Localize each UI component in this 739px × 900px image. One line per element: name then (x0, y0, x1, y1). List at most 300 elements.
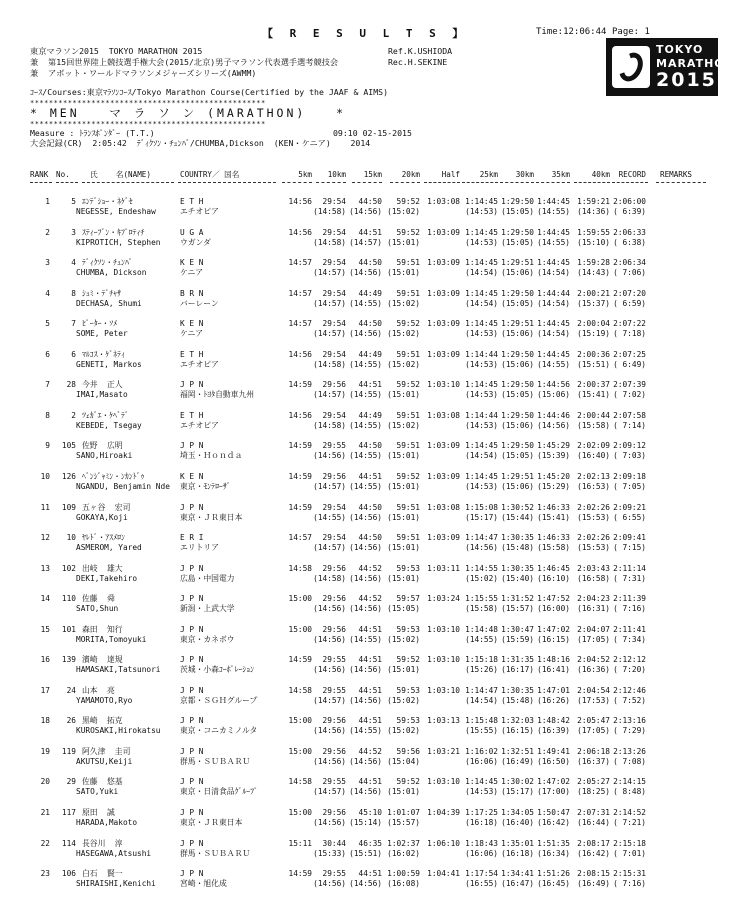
lap-30km: (15:06) (501, 420, 534, 430)
lap-10km: (14:56) (313, 879, 346, 889)
rank: 2 (45, 227, 50, 237)
finish-record: 2:07:58 (613, 410, 646, 420)
stars-top: ************************************************** (30, 99, 266, 107)
country-code: J P N (180, 746, 204, 756)
split-half: 1:03:10 (427, 685, 460, 695)
rank: 21 (40, 808, 50, 817)
lap-20km: (15:01) (387, 787, 420, 797)
lap-40km: (16:44) (577, 818, 610, 827)
lap-finish: ( 7:29) (613, 726, 646, 736)
split-40km: 2:00:44 (577, 410, 610, 420)
split-25km: 1:14:55 (465, 563, 498, 573)
lap-30km: (15:06) (501, 329, 534, 339)
lap-30km: (15:05) (501, 390, 534, 400)
lap-15km: (14:55) (349, 390, 382, 400)
split-5km: 14:58 (288, 777, 312, 787)
rank: 8 (45, 410, 50, 420)
lap-10km: (14:56) (313, 604, 346, 614)
bib-number: 110 (61, 594, 76, 604)
table-row (0, 198, 739, 228)
lap-20km: (15:02) (387, 298, 420, 308)
split-10km: 29:56 (322, 808, 346, 817)
country-name: 群馬・ＳＵＢＡＲＵ (180, 848, 251, 858)
lap-35km: (14:56) (537, 420, 570, 430)
rank: 16 (40, 655, 50, 665)
split-10km: 29:55 (322, 869, 346, 879)
split-40km: 2:03:43 (577, 563, 610, 573)
lap-20km: (15:02) (387, 634, 420, 644)
athlete-name-en: GENETI, Markos (76, 359, 142, 369)
table-row (0, 534, 739, 564)
lap-35km: (14:54) (537, 329, 570, 339)
lap-35km: (14:55) (537, 207, 570, 216)
country-name: エチオピア (180, 420, 219, 430)
col-half: Half (441, 170, 460, 179)
table-row (0, 870, 739, 900)
country-code: K E N (180, 319, 204, 329)
split-20km: 59:53 (396, 685, 420, 695)
split-10km: 29:56 (322, 594, 346, 604)
lap-finish: ( 7:03) (613, 451, 646, 461)
athlete-name-en: KUROSAKI,Hirokatsu (76, 726, 161, 736)
country-name: 群馬・ＳＵＢＡＲＵ (180, 756, 251, 766)
col-rank: RANK (30, 170, 49, 179)
table-row (0, 259, 739, 289)
lap-finish: ( 7:21) (613, 818, 646, 827)
lap-25km: (14:54) (465, 695, 498, 705)
lap-25km: (16:06) (465, 756, 498, 766)
split-10km: 29:54 (322, 410, 346, 420)
split-15km: 44:50 (358, 319, 382, 329)
athlete-name-jp: ﾔﾚﾄﾞ・ｱｽﾒﾛﾝ (82, 533, 125, 543)
split-25km: 1:15:08 (465, 502, 498, 512)
col-25km: 25km (479, 170, 498, 179)
lap-finish: ( 7:16) (613, 879, 646, 889)
event-name: * MEN マ ラ ソ ン (MARATHON) * (30, 106, 347, 120)
split-30km: 1:31:35 (501, 655, 534, 665)
table-row (0, 809, 739, 839)
split-20km: 1:02:37 (387, 838, 420, 848)
table-row (0, 840, 739, 870)
athlete-name-en: HASEGAWA,Atsushi (76, 848, 152, 858)
lap-20km: (15:05) (387, 604, 420, 614)
country-code: J P N (180, 441, 204, 451)
rank: 12 (40, 533, 50, 543)
split-half: 1:03:09 (427, 441, 460, 451)
split-30km: 1:29:50 (501, 441, 534, 451)
split-half: 1:03:08 (427, 410, 460, 420)
athlete-name-jp: ｼｭﾐ・ﾃﾞﾁｬｻ (82, 288, 121, 298)
athlete-name-en: CHUMBA, Dickson (76, 268, 147, 278)
lap-10km: (14:56) (313, 665, 346, 675)
split-30km: 1:32:03 (501, 716, 534, 726)
country-name: 福岡・ﾄﾖﾀ自動車九州 (180, 390, 255, 400)
finish-record: 2:11:41 (613, 624, 646, 634)
table-row (0, 320, 739, 350)
athlete-name-en: SHIRAISHI,Kenichi (76, 879, 156, 889)
athlete-name-jp: 出岐 雄大 (82, 563, 123, 573)
finish-record: 2:12:46 (613, 685, 646, 695)
country-name: 宮崎・旭化成 (180, 879, 227, 889)
split-35km: 1:47:02 (537, 624, 570, 634)
athlete-name-en: YAMAMOTO,Ryo (76, 695, 133, 705)
lap-25km: (14:54) (465, 268, 498, 278)
split-20km: 59:52 (396, 319, 420, 329)
lap-40km: (16:36) (577, 665, 610, 675)
split-5km: 14:56 (288, 227, 312, 237)
lap-finish: ( 6:49) (613, 359, 646, 369)
split-half: 1:03:08 (427, 197, 460, 206)
table-row (0, 748, 739, 778)
split-35km: 1:46:45 (537, 563, 570, 573)
lap-15km: (15:51) (349, 848, 382, 858)
table-row (0, 381, 739, 411)
lap-40km: (14:43) (577, 268, 610, 278)
rank: 7 (45, 380, 50, 390)
split-half: 1:03:09 (427, 258, 460, 268)
country-code: J P N (180, 502, 204, 512)
split-40km: 2:02:26 (577, 533, 610, 543)
lap-15km: (14:56) (349, 787, 382, 797)
table-row (0, 229, 739, 259)
col-5km: 5km (298, 170, 312, 179)
lap-40km: (16:42) (577, 848, 610, 858)
lap-30km: (15:06) (501, 359, 534, 369)
lap-10km: (14:58) (313, 359, 346, 369)
split-10km: 29:56 (322, 563, 346, 573)
lap-finish: ( 8:48) (613, 787, 646, 797)
split-20km: 59:57 (396, 594, 420, 604)
lap-40km: (15:58) (577, 420, 610, 430)
lap-25km: (16:55) (465, 879, 498, 889)
split-40km: 2:00:04 (577, 319, 610, 329)
split-5km: 15:00 (288, 716, 312, 726)
athlete-name-jp: 山本 亮 (82, 685, 115, 695)
country-name: エチオピア (180, 207, 219, 216)
split-15km: 46:35 (358, 838, 382, 848)
split-35km: 1:46:33 (537, 502, 570, 512)
lap-15km: (14:56) (349, 756, 382, 766)
split-20km: 1:01:07 (387, 808, 420, 817)
finish-record: 2:15:18 (613, 838, 646, 848)
table-row (0, 626, 739, 656)
finish-record: 2:09:18 (613, 471, 646, 481)
split-20km: 59:51 (396, 533, 420, 543)
rank: 10 (40, 471, 50, 481)
split-20km: 59:52 (396, 777, 420, 787)
split-half: 1:03:09 (427, 471, 460, 481)
country-code: E T H (180, 349, 204, 359)
split-30km: 1:34:41 (501, 869, 534, 879)
rank: 9 (45, 441, 50, 451)
athlete-name-jp: 森田 知行 (82, 624, 123, 634)
lap-25km: (15:58) (465, 604, 498, 614)
event-line-1: 東京マラソン2015 TOKYO MARATHON 2015 (30, 46, 203, 56)
athlete-name-jp: 白石 賢一 (82, 869, 123, 879)
split-35km: 1:45:29 (537, 441, 570, 451)
lap-35km: (14:55) (537, 237, 570, 247)
split-half: 1:03:09 (427, 227, 460, 237)
country-name: 東京・コニカミノルタ (180, 726, 258, 736)
table-row (0, 351, 739, 381)
lap-20km: (15:01) (387, 543, 420, 553)
split-30km: 1:31:52 (501, 594, 534, 604)
lap-finish: ( 7:18) (613, 329, 646, 339)
split-15km: 44:50 (358, 441, 382, 451)
athlete-name-jp: ﾃﾞｨｸｿﾝ・ﾁｭﾝﾊﾞ (82, 258, 133, 268)
event-line-3: 兼 アボット・ワールドマラソンメジャーズシリーズ(AWMM) (30, 68, 257, 78)
country-name: 東京・ＪＲ東日本 (180, 818, 243, 827)
lap-30km: (15:05) (501, 207, 534, 216)
header-rule (656, 182, 706, 183)
split-15km: 44:50 (358, 197, 382, 206)
split-10km: 30:44 (322, 838, 346, 848)
split-half: 1:03:10 (427, 380, 460, 390)
lap-30km: (15:06) (501, 268, 534, 278)
split-15km: 44:49 (358, 410, 382, 420)
rank: 4 (45, 288, 50, 298)
finish-record: 2:11:39 (613, 594, 646, 604)
split-30km: 1:29:51 (501, 319, 534, 329)
split-20km: 59:52 (396, 227, 420, 237)
split-35km: 1:48:42 (537, 716, 570, 726)
lap-25km: (14:53) (465, 787, 498, 797)
lap-15km: (14:56) (349, 268, 382, 278)
lap-finish: ( 7:06) (613, 268, 646, 278)
finish-record: 2:14:52 (613, 808, 646, 817)
athlete-name-jp: 佐野 広明 (82, 441, 123, 451)
page-number: Page: 1 (612, 27, 650, 37)
lap-25km: (15:55) (465, 726, 498, 736)
split-10km: 29:55 (322, 777, 346, 787)
split-30km: 1:34:05 (501, 808, 534, 817)
lap-10km: (14:56) (313, 634, 346, 644)
country-code: K E N (180, 258, 204, 268)
lap-30km: (15:57) (501, 604, 534, 614)
logo-line-2: MARATHON (656, 57, 735, 70)
lap-finish: ( 6:55) (613, 512, 646, 522)
bib-number: 6 (71, 349, 76, 359)
split-35km: 1:48:16 (537, 655, 570, 665)
split-40km: 2:07:31 (577, 808, 610, 817)
split-half: 1:03:10 (427, 624, 460, 634)
split-5km: 14:57 (288, 288, 312, 298)
athlete-name-en: KEBEDE, Tsegay (76, 420, 142, 430)
print-time: Time:12:06:44 (536, 27, 607, 37)
split-40km: 2:08:15 (577, 869, 610, 879)
header-rule (30, 182, 52, 183)
lap-15km: (14:55) (349, 420, 382, 430)
header-rule (536, 182, 570, 183)
split-25km: 1:14:47 (465, 685, 498, 695)
country-name: 東京・ﾓﾝﾃﾛｰｻﾞ (180, 481, 231, 491)
header-rule (352, 182, 382, 183)
lap-25km: (15:02) (465, 573, 498, 583)
lap-15km: (14:55) (349, 451, 382, 461)
rank: 23 (40, 869, 50, 879)
lap-finish: ( 7:34) (613, 634, 646, 644)
rank: 20 (40, 777, 50, 787)
col-no: No. (56, 170, 70, 179)
lap-40km: (17:53) (577, 695, 610, 705)
finish-record: 2:09:12 (613, 441, 646, 451)
lap-35km: (15:06) (537, 390, 570, 400)
bib-number: 102 (61, 563, 76, 573)
lap-15km: (14:56) (349, 879, 382, 889)
lap-15km: (14:56) (349, 543, 382, 553)
bib-number: 29 (66, 777, 76, 787)
bib-number: 105 (61, 441, 76, 451)
split-15km: 44:49 (358, 349, 382, 359)
split-5km: 15:00 (288, 808, 312, 817)
bib-number: 117 (61, 808, 76, 817)
split-40km: 2:02:09 (577, 441, 610, 451)
lap-finish: ( 6:39) (613, 207, 646, 216)
bib-number: 28 (66, 380, 76, 390)
split-half: 1:03:09 (427, 288, 460, 298)
lap-10km: (14:57) (313, 298, 346, 308)
split-15km: 44:51 (358, 869, 382, 879)
split-10km: 29:55 (322, 655, 346, 665)
split-20km: 59:51 (396, 258, 420, 268)
lap-15km: (14:55) (349, 359, 382, 369)
lap-30km: (15:05) (501, 298, 534, 308)
country-name: 東京・ＪＲ東日本 (180, 512, 243, 522)
split-25km: 1:14:44 (465, 349, 498, 359)
logo-line-1: TOKYO (656, 43, 704, 56)
lap-25km: (15:17) (465, 512, 498, 522)
split-half: 1:03:10 (427, 655, 460, 665)
split-35km: 1:44:45 (537, 258, 570, 268)
bib-number: 126 (61, 471, 76, 481)
col-record: RECORD (618, 170, 646, 179)
country-code: J P N (180, 624, 204, 634)
lap-10km: (14:57) (313, 787, 346, 797)
table-row (0, 473, 739, 503)
split-25km: 1:14:47 (465, 533, 498, 543)
split-35km: 1:47:02 (537, 777, 570, 787)
lap-30km: (16:47) (501, 879, 534, 889)
lap-finish: ( 7:20) (613, 665, 646, 675)
country-name: 東京・日清食品ｸﾞﾙｰﾌﾟ (180, 787, 258, 797)
lap-20km: (15:01) (387, 237, 420, 247)
split-30km: 1:29:50 (501, 227, 534, 237)
athlete-name-en: DEKI,Takehiro (76, 573, 138, 583)
split-40km: 2:05:47 (577, 716, 610, 726)
country-name: 茨城・小森ｺｰﾎﾟﾚｰｼｮﾝ (180, 665, 255, 675)
split-30km: 1:29:51 (501, 471, 534, 481)
lap-20km: (16:02) (387, 848, 420, 858)
split-40km: 2:00:21 (577, 288, 610, 298)
lap-35km: (16:10) (537, 573, 570, 583)
table-row (0, 504, 739, 534)
country-code: E T H (180, 410, 204, 420)
split-20km: 59:51 (396, 288, 420, 298)
start-time: 09:10 02-15-2015 (333, 128, 412, 138)
bib-number: 106 (61, 869, 76, 879)
lap-30km: (15:05) (501, 237, 534, 247)
split-15km: 44:51 (358, 777, 382, 787)
table-row (0, 717, 739, 747)
split-half: 1:03:09 (427, 349, 460, 359)
lap-35km: (16:42) (537, 818, 570, 827)
split-10km: 29:56 (322, 624, 346, 634)
lap-25km: (14:53) (465, 207, 498, 216)
split-35km: 1:44:44 (537, 288, 570, 298)
lap-15km: (14:55) (349, 481, 382, 491)
split-25km: 1:15:55 (465, 594, 498, 604)
split-15km: 45:10 (358, 808, 382, 817)
lap-finish: ( 7:52) (613, 695, 646, 705)
header-rule (56, 182, 78, 183)
lap-finish: ( 7:05) (613, 481, 646, 491)
athlete-name-en: MORITA,Tomoyuki (76, 634, 147, 644)
results-title: 【 R E S U L T S 】 (262, 27, 469, 40)
split-15km: 44:52 (358, 563, 382, 573)
lap-15km: (14:56) (349, 573, 382, 583)
split-35km: 1:44:45 (537, 227, 570, 237)
split-10km: 29:56 (322, 716, 346, 726)
lap-25km: (14:53) (465, 237, 498, 247)
lap-15km: (14:56) (349, 512, 382, 522)
lap-10km: (14:56) (313, 451, 346, 461)
country-name: エチオピア (180, 359, 219, 369)
lap-25km: (14:53) (465, 390, 498, 400)
country-code: E R I (180, 533, 204, 543)
logo-line-3: 2015 (656, 69, 717, 91)
split-30km: 1:30:35 (501, 533, 534, 543)
lap-10km: (14:58) (313, 207, 346, 216)
lap-35km: (16:00) (537, 604, 570, 614)
split-40km: 2:02:13 (577, 471, 610, 481)
lap-35km: (14:54) (537, 298, 570, 308)
header-rule (316, 182, 346, 183)
athlete-name-en: HAMASAKI,Tatsunori (76, 665, 161, 675)
lap-10km: (14:57) (313, 329, 346, 339)
split-5km: 14:59 (288, 869, 312, 879)
bib-number: 101 (61, 624, 76, 634)
col-30km: 30km (515, 170, 534, 179)
course-line: ｺｰｽ/Courses:東京ﾏﾗｿﾝｺｰｽ/Tokyo Marathon Course(Certified by the JAAF & AIMS) (30, 87, 388, 97)
athlete-name-jp: 長谷川 淳 (82, 838, 123, 848)
lap-25km: (16:18) (465, 818, 498, 827)
stars-bottom: ************************************************** (30, 120, 266, 128)
split-15km: 44:51 (358, 471, 382, 481)
split-30km: 1:30:35 (501, 563, 534, 573)
split-40km: 2:04:52 (577, 655, 610, 665)
split-20km: 59:53 (396, 563, 420, 573)
split-30km: 1:30:52 (501, 502, 534, 512)
referee: Ref.K.USHIODA (388, 46, 453, 56)
split-25km: 1:14:45 (465, 441, 498, 451)
split-half: 1:04:39 (427, 808, 460, 817)
col-15km: 15km (363, 170, 382, 179)
split-35km: 1:46:33 (537, 533, 570, 543)
bib-number: 4 (71, 258, 76, 268)
split-25km: 1:15:18 (465, 655, 498, 665)
split-35km: 1:51:35 (537, 838, 570, 848)
split-10km: 29:54 (322, 197, 346, 206)
athlete-name-jp: 佐藤 悠基 (82, 777, 123, 787)
country-code: J P N (180, 594, 204, 604)
bib-number: 24 (66, 685, 76, 695)
lap-20km: (15:57) (387, 818, 420, 827)
split-35km: 1:44:45 (537, 319, 570, 329)
athlete-name-en: ASMEROM, Yared (76, 543, 142, 553)
rank: 22 (40, 838, 50, 848)
split-5km: 14:56 (288, 349, 312, 359)
lap-20km: (15:01) (387, 573, 420, 583)
